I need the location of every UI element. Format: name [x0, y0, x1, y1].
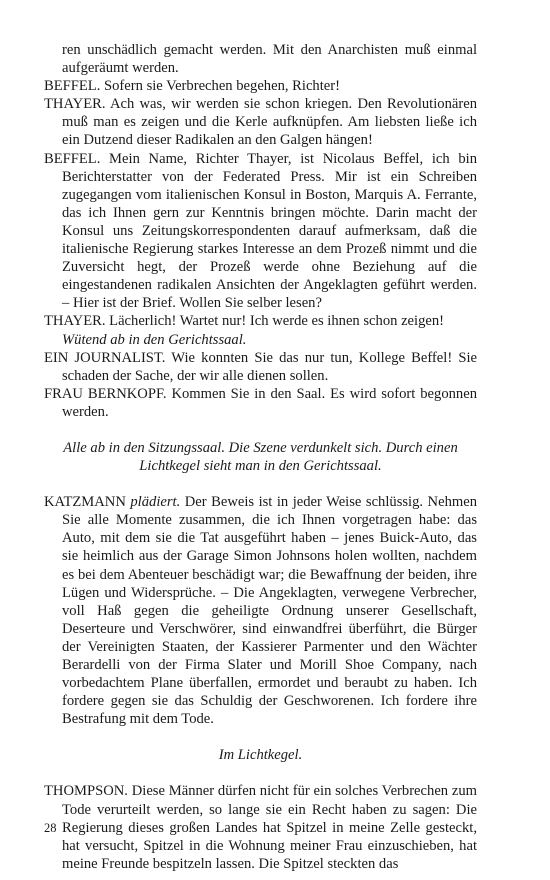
speech-text: Sofern sie Verbrechen begehen, Richter! — [100, 78, 340, 95]
stage-direction: Im Lichtkegel. — [218, 747, 303, 764]
speaker-name: THAYER. — [44, 313, 106, 330]
speech-text: Diese Männer dürfen nicht für ein solches Verbrechen zum Tode verurteilt werden, so lange sie ein Recht haben zu sagen: Die Regierung dieses großen Landes hat Spitzel in meine Zelle gesteckt, hat versucht, Spitzel in die Wohnung meiner Frau einzuschieben, hat meine Freunde bespitzeln lassen. Die Spitzel steckten das — [62, 783, 477, 872]
speech-text: Wie konnten Sie das nur tun, Kollege Beffel! Sie schaden der Sache, der wir alle dienen sollen. — [62, 349, 477, 384]
stage-direction: Alle ab in den Sitzungssaal. Die Szene verdunkelt sich. Durch einen Lichtkegel sieht man in den Gerichtssaal. — [63, 439, 458, 475]
speech-journalist — [44, 349, 477, 385]
speech-text: Lächerlich! Wartet nur! Ich werde es ihnen schon zeigen! — [105, 313, 445, 330]
spacer — [44, 421, 477, 439]
stage-direction-inline: plädiert. — [125, 494, 181, 511]
speech-beffel-1 — [44, 77, 477, 95]
spacer — [44, 764, 477, 782]
stage-direction-inline: Wütend ab in den Gerichtssaal. — [62, 331, 247, 348]
speaker-name: BEFFEL. — [44, 150, 101, 167]
speaker-name: THOMPSON. — [44, 783, 128, 800]
continued-paragraph: ren unschädlich gemacht werden. Mit den Anarchisten muß einmal aufgeräumt werden. — [62, 42, 477, 77]
speech-text: Kommen Sie in den Saal. Es wird sofort begonnen werden. — [62, 385, 477, 420]
spacer — [44, 475, 477, 493]
speech-frau-bernkopf — [44, 385, 477, 421]
speaker-name: THAYER. — [44, 96, 106, 113]
spacer — [44, 728, 477, 746]
speaker-name: KATZMANN — [44, 494, 126, 511]
speech-thompson — [44, 782, 477, 872]
speech-text: Mein Name, Richter Thayer, ist Nicolaus Beffel, ich bin Berichterstatter von der Federated Press. Mir ist ein Schreiben zugegangen vom italienischen Konsul in Boston, Marquis A. Ferrante, das ich Ihnen gern zur Kenntnis bringen möchte. Darin macht der Konsul uns Zeitungskorrespondenten darauf aufmerksam, daß die italienische Regierung starkes Interesse an dem Prozeß nimmt und die Zuversicht hegt, der Prozeß werde ohne Beziehung auf die eingestandenen radikalen Ansichten der Angeklagten geführt werden. – Hier ist der Brief. Wollen Sie selber lesen? — [62, 150, 477, 312]
speech-thayer-2 — [44, 312, 477, 348]
speech-thayer-1 — [44, 95, 477, 149]
speech-katzmann — [44, 493, 477, 728]
speech-text: Der Beweis ist in jeder Weise schlüssig. Nehmen Sie alle Momente zusammen, die ich Ihnen vorgetragen habe: das Auto, mit dem sie die Tat ausgeführt haben – jenes Buick-Auto, das sie heimlich aus der Garage Simon Johnsons holen wollten, nachdem es bei dem Abenteuer beschädigt war; die Bewaffnung der beiden, ihre Lügen und Widersprüche. – Die Angeklagten, verwegene Verbrecher, voll Haß gegen die geheiligte Ordnung unserer Gesellschaft, Deserteure und Verschwörer, sind einwandfrei überführt, die Bürger der Vereinigten Staaten, der Kassierer Parmenter und den Wächter Berardelli von der Firma Slater und Morill Shoe Company, nach vorbedachtem Plane überfallen, ermordet und beraubt zu haben. Ich fordere gegen sie das Schuldig der Geschworenen. Ich fordere ihre Bestrafung mit dem Tode. — [62, 494, 477, 728]
page-number: 28 — [44, 821, 57, 835]
speaker-name: FRAU BERNKOPF. — [44, 385, 167, 402]
body-text — [44, 41, 477, 873]
speaker-name: EIN JOURNALIST. — [44, 349, 166, 366]
speech-text: Ach was, wir werden sie schon kriegen. Den Revolutionären muß man es zeigen und die Kerle aufknüpfen. Am liebsten ließe ich ein Dutzend dieser Radikalen an den Galgen hängen! — [62, 96, 477, 149]
speech-beffel-2 — [44, 150, 477, 313]
speaker-name: BEFFEL. — [44, 78, 101, 95]
